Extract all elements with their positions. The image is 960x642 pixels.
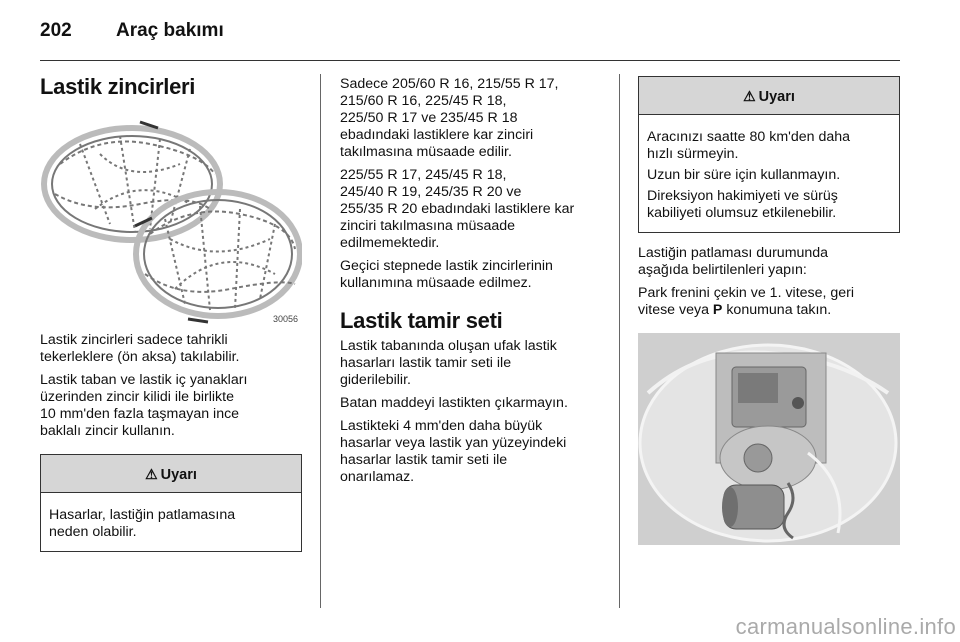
column-divider	[619, 74, 620, 608]
paragraph: Geçici stepnede lastik zincirlerinin kullanımına müsaade edilmez.	[340, 258, 553, 291]
paragraph: Lastikteki 4 mm'den daha büyük hasarlar veya lastik yan yüzeyindeki hasarlar lastik tamir seti ile onarılamaz.	[340, 418, 567, 485]
warning-title: Uyarı	[160, 467, 197, 483]
watermark: carmanualsonline.info	[735, 614, 956, 639]
section-heading-snow-chains: Lastik zincirleri	[40, 74, 196, 99]
paragraph: Lastik zincirleri sadece tahrikli tekerleklere (ön aksa) takılabilir.	[40, 332, 240, 365]
paragraph: Sadece 205/60 R 16, 215/55 R 17, 215/60 R 16, 225/45 R 18, 225/50 R 17 ve 235/45 R 18 ebadındaki lastiklere kar zinciri takılmasına müsaade edilir.	[340, 76, 559, 160]
warning-title: Uyarı	[758, 89, 795, 105]
column-1	[40, 74, 302, 552]
warning-text: Uzun bir süre için kullanmayın.	[647, 167, 841, 183]
snow-chains-figure	[40, 114, 302, 326]
paragraph-text: konumuna takın.	[722, 302, 832, 318]
warning-box	[40, 454, 302, 552]
warning-body	[41, 493, 301, 551]
figure-code: 30056	[272, 314, 298, 324]
paragraph: Lastik taban ve lastik iç yanakları üzerinden zincir kilidi ile birlikte 10 mm'den fazla taşmayan ince baklalı zincir kullanın.	[40, 372, 248, 439]
page-number: 202	[40, 20, 72, 41]
warning-text: Aracınızı saatte 80 km'den daha hızlı sürmeyin.	[647, 129, 851, 162]
paragraph	[638, 285, 900, 319]
column-divider	[320, 74, 321, 608]
column-3	[638, 74, 900, 545]
page-header	[40, 20, 224, 44]
warning-icon: ⚠	[145, 466, 158, 482]
trunk-kit-illustration	[638, 333, 900, 545]
paragraph: Lastik tabanında oluşan ufak lastik hasarları lastik tamir seti ile giderilebilir.	[340, 338, 557, 388]
paragraph: Batan maddeyi lastikten çıkarmayın.	[340, 395, 568, 411]
warning-header	[639, 77, 899, 115]
gear-position-label: P	[712, 302, 723, 318]
section-title: Araç bakımı	[116, 20, 224, 41]
header-rule	[40, 60, 900, 61]
paragraph-text: Park frenini çekin ve 1. vitese, geri vitese veya	[638, 285, 855, 318]
paragraph: Lastiğin patlaması durumunda aşağıda belirtilenleri yapın:	[638, 245, 829, 278]
warning-text: Direksiyon hakimiyeti ve sürüş kabiliyeti olumsuz etkilenebilir.	[647, 188, 838, 221]
paragraph: 225/55 R 17, 245/45 R 18, 245/40 R 19, 245/35 R 20 ve 255/35 R 20 ebadındaki lastiklere kar zinciri takılmasına müsaade edilmemektedir.	[340, 167, 575, 251]
warning-box	[638, 76, 900, 233]
warning-text: Hasarlar, lastiğin patlamasına neden olabilir.	[49, 507, 236, 540]
tire-repair-kit-photo	[638, 333, 900, 545]
warning-body	[639, 115, 899, 232]
warning-icon: ⚠	[743, 88, 756, 104]
warning-header	[41, 455, 301, 493]
column-2	[340, 74, 602, 486]
section-heading-tire-repair-kit: Lastik tamir seti	[340, 308, 503, 333]
snow-chains-illustration	[40, 114, 302, 326]
